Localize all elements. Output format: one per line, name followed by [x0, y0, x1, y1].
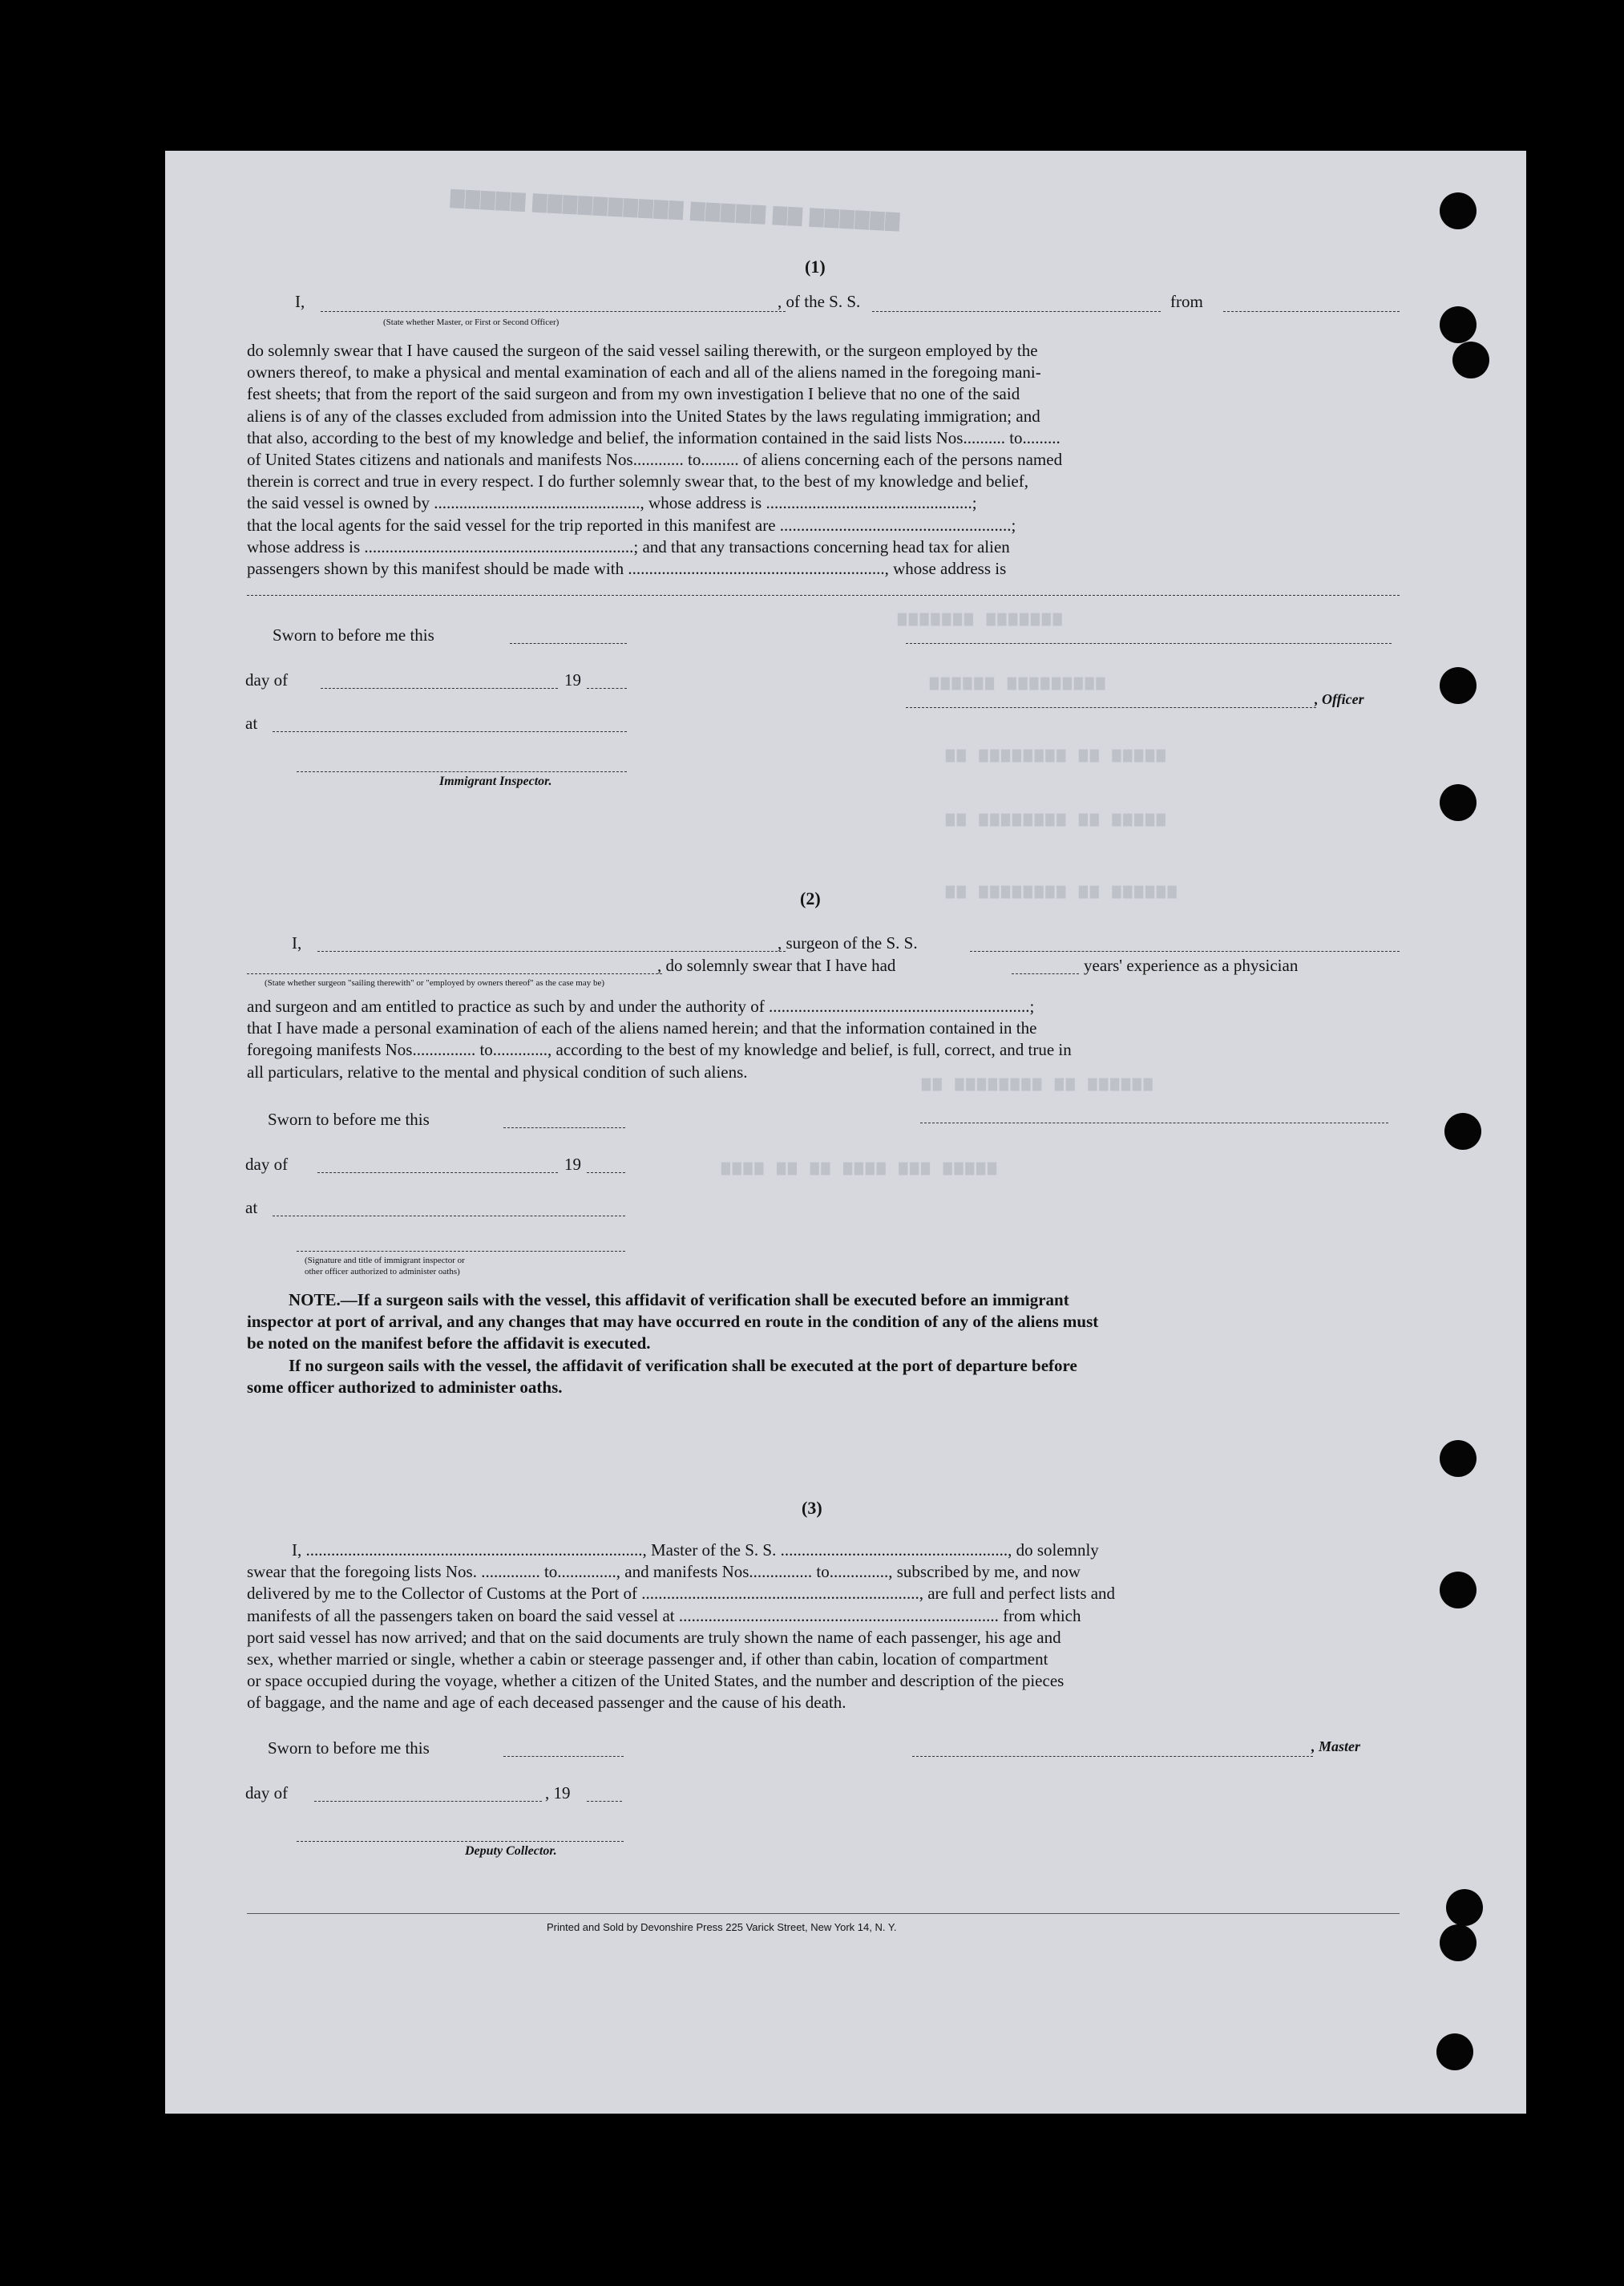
sworn-date-line — [503, 1127, 625, 1128]
vessel-name-line — [872, 311, 1161, 312]
collector-signature-line — [297, 1841, 624, 1842]
binder-hole — [1452, 342, 1489, 378]
sworn-label: Sworn to before me this — [268, 1738, 430, 1758]
oath-i-label: I, — [295, 292, 305, 311]
inspector-signature-line — [297, 1251, 625, 1252]
binder-hole — [1446, 1889, 1483, 1926]
day-of-label: day of — [245, 670, 289, 690]
day-of-label: day of — [245, 1783, 289, 1803]
from-label: from — [1170, 292, 1203, 311]
bleed-through-text: ▆▆ ▆▆▆▆▆▆▆▆ ▆▆ ▆▆▆▆▆▆ — [946, 882, 1179, 899]
section-3-oath-text: I, ................................................................................, Master of the S. S. ......................................................, do solemnly swear that the foregoing lists Nos. .............. to.............., and manifests Nos............... to.............., subscribed by me, and now delivered by me to the Collector of Customs at the Port of .................................................................., are full and perfect lists and manifests of all the passengers taken on board the said vessel at ............................................................................ from which port said vessel has now arrived; and that on the said documents are truly shown the name of each passenger, his age and sex, whether married or single, whether a cabin or steerage passenger and, if other than cabin, location of compartment or space occupied during the voyage, whether a citizen of the United States, and the number and description of the pieces of baggage, and the name and age of each deceased passenger and the cause of his death. — [247, 1540, 1116, 1713]
officer-label: , Officer — [1315, 691, 1364, 707]
section-1-number: (1) — [805, 257, 826, 277]
day-of-label: day of — [245, 1155, 289, 1174]
years-experience-label: years' experience as a physician — [1084, 956, 1299, 975]
officer-signature-line — [906, 643, 1392, 644]
oath-i-label: I, — [292, 933, 302, 953]
bleed-through-text: ▆▆▆▆ ▆▆ ▆▆ ▆▆▆▆ ▆▆▆ ▆▆▆▆▆ — [721, 1159, 999, 1175]
binder-hole — [1440, 192, 1477, 229]
at-label: at — [245, 1198, 258, 1217]
years-line — [1012, 973, 1079, 974]
bleed-through-text: ▆▆ ▆▆▆▆▆▆▆▆ ▆▆ ▆▆▆▆▆ — [946, 746, 1168, 763]
address-continuation-line — [247, 595, 1400, 596]
bleed-through-text: ▆▆▆▆▆▆▆ ▆▆▆▆▆▆▆ — [898, 609, 1064, 626]
note-label: NOTE. — [289, 1290, 341, 1309]
sworn-date-line — [503, 1756, 624, 1757]
section-3-number: (3) — [802, 1498, 822, 1518]
year-19-label: 19 — [564, 1155, 581, 1174]
year-19-label: 19 — [564, 670, 581, 690]
section-1-oath-text: do solemnly swear that I have caused the surgeon of the said vessel sailing therewith, or the surgeon employed by the owners thereof, to make a physical and mental examination of each and all of the aliens named in the foregoing mani- fest sheets; that from the report of the said surgeon and from my own investigation I believe that no one of the said aliens is of any of the classes excluded from admission into the United States by the laws regulating immigration; and that also, according to the best of my knowledge and belief, the information contained in the said lists Nos.......... to......... of United States citizens and nationals and manifests Nos............ to......... of aliens concerning each of the persons named therein is correct and true in every respect. I do further solemnly swear that, to the best of my knowledge and belief, the said vessel is owned by ................................................., whose address is .................................................; that the local agents for the said vessel for the trip reported in this manifest are .......................................................; whose address is ................................................................; and that any transactions concerning head tax for alien passengers shown by this manifest should be made with ............................................................., whose address is — [247, 341, 1063, 579]
binder-hole — [1440, 306, 1477, 343]
immigrant-inspector-label: Immigrant Inspector. — [439, 775, 552, 788]
footer-divider — [247, 1913, 1400, 1914]
month-line — [321, 688, 558, 689]
bleed-through-text: ▆▆▆▆▆▆ ▆▆▆▆▆▆▆▆▆ — [930, 674, 1108, 690]
surgeon-vessel-line — [970, 951, 1400, 952]
bleed-through-header: ▇▇▇▇▇▇ ▇▇ ▇▇▇▇▇ ▇▇▇▇▇▇▇▇▇▇ ▇▇▇▇▇ — [448, 187, 900, 231]
place-line — [273, 731, 627, 732]
printer-imprint: Printed and Sold by Devonshire Press 225 Varick Street, New York 14, N. Y. — [547, 1921, 897, 1933]
year-line — [587, 1172, 625, 1173]
inspector-signature-line — [297, 771, 627, 772]
binder-hole — [1440, 1440, 1477, 1477]
binder-hole — [1440, 1924, 1477, 1961]
swear-years-label: , do solemnly swear that I have had — [657, 956, 896, 975]
at-label: at — [245, 714, 258, 733]
sworn-label: Sworn to before me this — [273, 625, 434, 645]
surgeon-note: NOTE.—If a surgeon sails with the vessel, this affidavit of verification shall be executed before an immigrant inspector at port of arrival, and any changes that may have occurred en route in the condition of any of the aliens must be noted on the manifest before the affidavit is executed. If no surgeon sails with the vessel, the affidavit of verification shall be executed at the port of departure before some officer authorized to administer oaths. — [247, 1290, 1099, 1397]
surgeon-status-note: (State whether surgeon "sailing therewith" or "employed by owners thereof" as the case may be) — [265, 978, 605, 988]
officer-name-line-2 — [906, 707, 1316, 708]
bleed-through-text: ▆▆ ▆▆▆▆▆▆▆▆ ▆▆ ▆▆▆▆▆ — [946, 810, 1168, 827]
officer-name-line — [321, 311, 786, 312]
surgeon-name-line — [317, 951, 786, 952]
binder-hole — [1436, 2033, 1473, 2070]
deputy-collector-label: Deputy Collector. — [465, 1844, 557, 1858]
signature-note: other officer authorized to administer oaths) — [305, 1267, 460, 1277]
month-line — [317, 1172, 558, 1173]
month-line — [314, 1801, 542, 1802]
binder-hole — [1440, 784, 1477, 821]
year-19-label: , 19 — [545, 1783, 571, 1803]
section-2-number: (2) — [800, 888, 821, 908]
binder-hole — [1440, 667, 1477, 704]
master-signature-line — [912, 1756, 1313, 1757]
binder-hole — [1440, 1572, 1477, 1608]
bleed-through-text: ▆▆ ▆▆▆▆▆▆▆▆ ▆▆ ▆▆▆▆▆▆ — [922, 1074, 1155, 1091]
signature-note: (Signature and title of immigrant inspector or — [305, 1256, 465, 1265]
sworn-label: Sworn to before me this — [268, 1110, 430, 1129]
master-label: , Master — [1311, 1738, 1361, 1754]
year-line — [587, 688, 627, 689]
binder-hole — [1444, 1113, 1481, 1150]
of-ss-label: , of the S. S. — [778, 292, 861, 311]
sworn-date-line — [510, 643, 627, 644]
officer-rank-note: (State whether Master, or First or Second Officer) — [383, 318, 560, 327]
year-line — [587, 1801, 622, 1802]
surgeon-status-line — [247, 973, 662, 974]
from-port-line — [1223, 311, 1400, 312]
surgeon-of-ss-label: , surgeon of the S. S. — [778, 933, 918, 953]
section-2-oath-text: and surgeon and am entitled to practice as such by and under the authority of ..............................................................; that I have made a personal examination of each of the aliens named herein; and that the information contained in the foregoing manifests Nos............... to............., according to the best of my knowledge and belief, is full, correct, and true in all particulars, relative to the mental and physical condition of such aliens. — [247, 997, 1072, 1082]
